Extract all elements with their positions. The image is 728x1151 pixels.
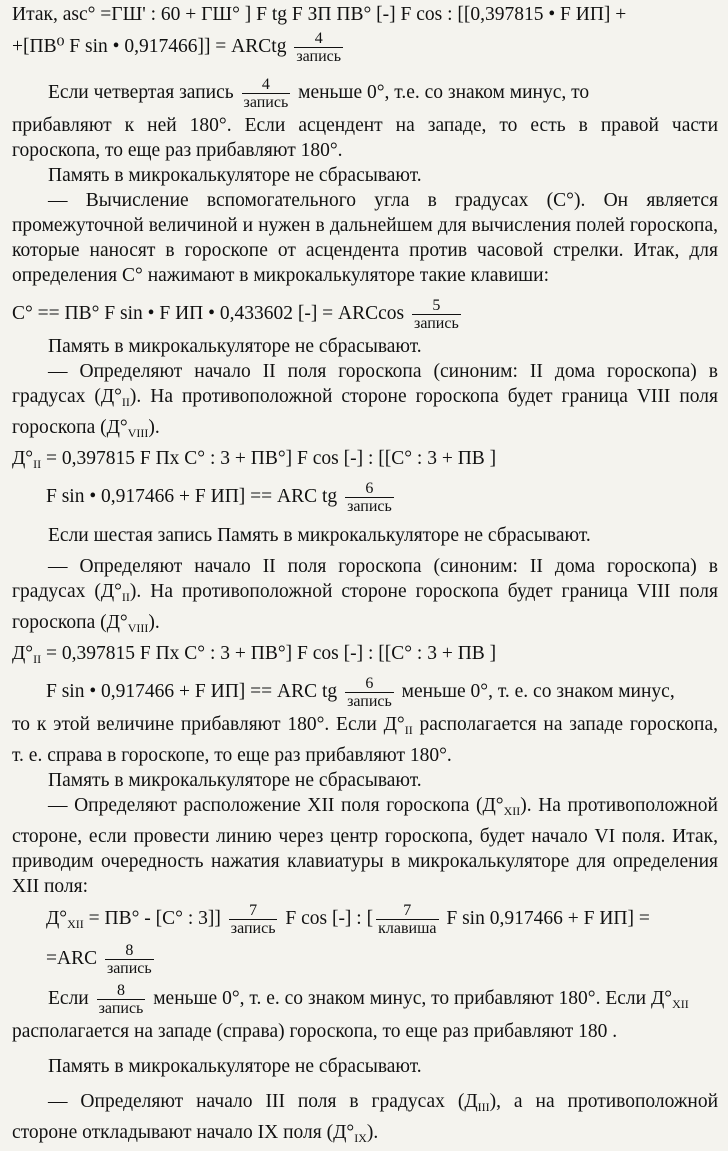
paragraph-line: определения С° нажимают в микрокалькуляторе такие клавиши: bbox=[12, 265, 550, 286]
formula-d12-line-2: =ARC $\frac{8}{\text{запись}}$ bbox=[46, 942, 152, 978]
paragraph-line: приводим очередность нажатия клавиатуры в микрокалькуляторе для определения bbox=[12, 851, 718, 872]
paragraph-line: которые наносят в гороскопе от асцендента против часовой стрелки. Итак, для bbox=[12, 240, 718, 261]
formula-c-line: С° == ПВ° F sin • F ИП • 0,433602 [-] = ARCcos $\frac{5}{\text{запись}}$ bbox=[12, 297, 459, 333]
paragraph-line: градусах $(Д^\circ_{II})$. На противоположной стороне гороскопа будет граница VIII поля bbox=[12, 386, 718, 409]
paragraph-line: Память в микрокалькуляторе не сбрасывают. bbox=[48, 1056, 422, 1077]
formula-d2-line-1: $Д^\circ_{II} = 0,397815$ F Пх С° : 3 + ПВ°] F cos [-] : [[С° : 3 + ПВ ] bbox=[12, 643, 497, 666]
text: +[ПВ⁰ F sin • 0,917466]] = ARCtg bbox=[12, 36, 287, 57]
fraction-7-record: $\frac{7}{\text{запись}}$ bbox=[230, 902, 276, 938]
paragraph-line: Если шестая запись Память в микрокалькуляторе не сбрасывают. bbox=[48, 525, 591, 546]
formula-asc-line-1 bbox=[12, 2, 718, 27]
paragraph-line: гороскопа, то еще раз прибавляют 180°. bbox=[12, 140, 343, 161]
text: Итак, asc° =ГШ' : 60 + ГШ° ] F tg F ЗП ПВ° [-] F cos : [[0,397815 • F ИП] + bbox=[12, 4, 627, 25]
paragraph-line: Если четвертая запись $\frac{4}{\text{запись}}$ меньше 0°, т.е. со знаком минус, то bbox=[48, 76, 590, 112]
paragraph-line: промежуточной величиной и нужен в дальнейшем для вычисления полей гороскопа, bbox=[12, 215, 718, 236]
formula-asc-line-2 bbox=[12, 27, 718, 67]
paragraph-line: — Определяют начало III поля в градусах $(Д_{III})$, а на противоположной bbox=[48, 1091, 718, 1114]
fraction-8-record: $\frac{8}{\text{запись}}$ bbox=[106, 942, 152, 978]
paragraph-line: — Определяют начало II поля гороскопа (синоним: II дома гороскопа) в bbox=[48, 361, 718, 382]
paragraph-line: т. е. справа в гороскопе, то еще раз прибавляют 180°. bbox=[12, 745, 452, 766]
paragraph-line: XII поля: bbox=[12, 876, 88, 897]
paragraph-line: Если $\frac{8}{\text{запись}}$ меньше 0°, т. е. со знаком минус, то прибавляют 180°. Если $Д^\circ_{XII}$ bbox=[48, 982, 689, 1018]
fraction-5-record: $\frac{5}{\text{запись}}$ bbox=[414, 297, 459, 333]
paragraph-line: Память в микрокалькуляторе не сбрасывают. bbox=[48, 770, 422, 791]
fraction-7-key: $\frac{7}{\text{клавиша}}$ bbox=[378, 902, 437, 938]
paragraph-line: гороскопа $(Д^\circ_{VIII})$. bbox=[12, 417, 160, 440]
fraction-4-record: $\frac{4}{\text{запись}}$ bbox=[296, 30, 342, 66]
paragraph-line: прибавляют к ней 180°. Если асцендент на западе, то есть в правой части bbox=[12, 115, 718, 136]
fraction-6-record: $\frac{6}{\text{запись}}$ bbox=[347, 480, 392, 516]
formula-d12-line-1: $Д^\circ_{XII} = ПВ^\circ - [С^\circ$ : 3]] $\frac{7}{\text{запись}}$ F cos [-] : [ $\frac{7}{\text{клавиша}}$ F sin 0,917466 + F ИП] = bbox=[46, 902, 650, 938]
fraction-6-record: $\frac{6}{\text{запись}}$ bbox=[347, 675, 392, 711]
paragraph-line: — Определяют расположение XII поля гороскопа $(Д^\circ_{XII})$. На противоположной bbox=[48, 795, 718, 818]
paragraph-line: Память в микрокалькуляторе не сбрасывают. bbox=[48, 336, 422, 357]
paragraph-line: стороне, если провести линию через центр гороскопа, будет начало VI поля. Итак, bbox=[12, 826, 718, 847]
formula-d2-line-2: F sin • 0,917466 + F ИП] == ARC tg $\frac{6}{\text{запись}}$ меньше 0°, т. е. со знаком минус, bbox=[46, 675, 675, 711]
formula-d2-line-1: $Д^\circ_{II} = 0,397815$ F Пх С° : 3 + ПВ°] F cos [-] : [[С° : 3 + ПВ ] bbox=[12, 448, 497, 471]
formula-d2-line-2: F sin • 0,917466 + F ИП] == ARC tg $\frac{6}{\text{запись}}$ bbox=[46, 480, 392, 516]
paragraph-line: — Вычисление вспомогательного угла в градусах (С°). Он является bbox=[48, 190, 718, 211]
paragraph-line: стороне откладывают начало IX поля $(Д^\circ_{IX})$. bbox=[12, 1122, 379, 1145]
paragraph-line: — Определяют начало II поля гороскопа (синоним: II дома гороскопа) в bbox=[48, 556, 718, 577]
fraction-8-record: $\frac{8}{\text{запись}}$ bbox=[98, 982, 144, 1018]
paragraph-line: располагается на западе (справа) гороскопа, то еще раз прибавляют 180 . bbox=[12, 1021, 618, 1042]
paragraph-line: градусах $(Д^\circ_{II})$. На противоположной стороне гороскопа будет граница VIII поля bbox=[12, 581, 718, 604]
fraction-4-record: $\frac{4}{\text{запись}}$ bbox=[243, 76, 289, 112]
paragraph-line: то к этой величине прибавляют 180°. Если $Д^\circ_{II}$ располагается на западе гороскопа, bbox=[12, 714, 718, 737]
paragraph-line: Память в микрокалькуляторе не сбрасывают. bbox=[48, 165, 422, 186]
paragraph-line: гороскопа $(Д^\circ_{VIII})$. bbox=[12, 612, 160, 635]
